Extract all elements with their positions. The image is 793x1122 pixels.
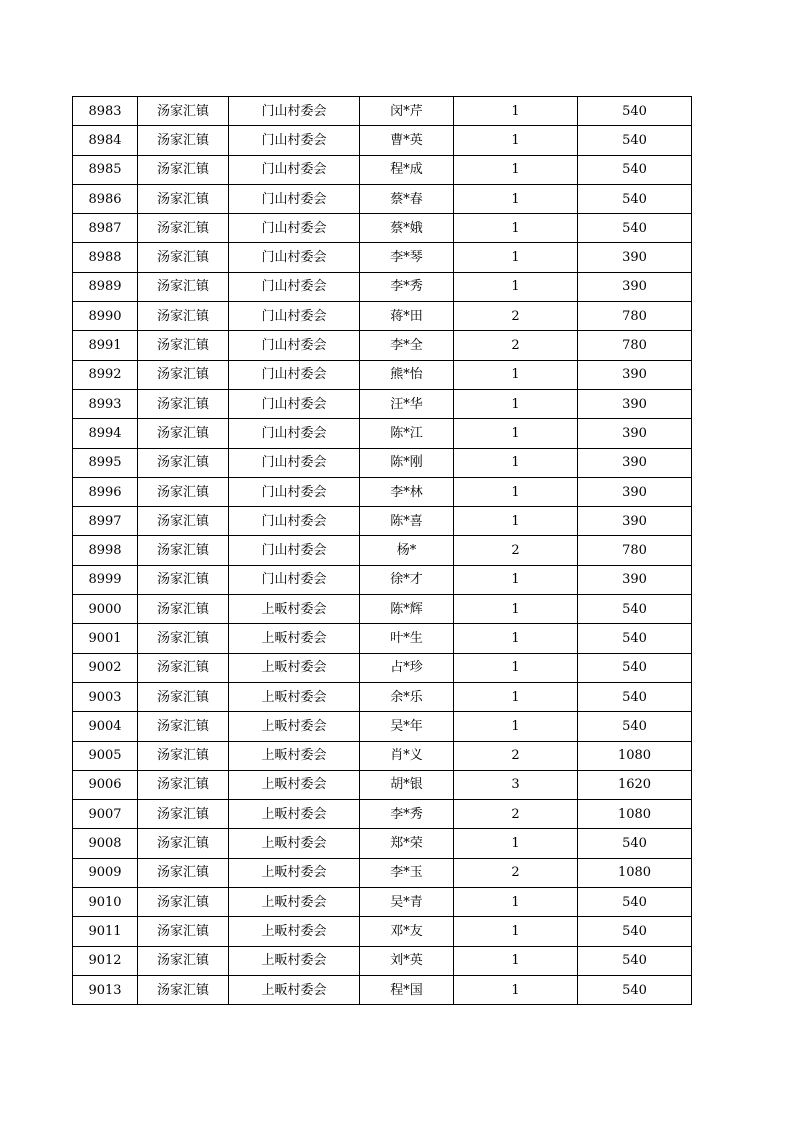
amount-cell: 540: [578, 712, 692, 741]
household-size-cell: 2: [454, 800, 578, 829]
table-row: [73, 477, 692, 506]
roster-table-body: [73, 97, 692, 1005]
table-row: [73, 360, 692, 389]
table-row: [73, 741, 692, 770]
name-cell: 蒋*田: [360, 302, 454, 331]
table-row: [73, 858, 692, 887]
table-row: [73, 126, 692, 155]
household-size-cell: 1: [454, 653, 578, 682]
serial-number-cell: 9009: [73, 858, 138, 887]
serial-number-cell: 9011: [73, 917, 138, 946]
name-cell: 闵*芹: [360, 97, 454, 126]
serial-number-cell: 8988: [73, 243, 138, 272]
serial-number-cell: 8999: [73, 565, 138, 594]
amount-cell: 390: [578, 448, 692, 477]
amount-cell: 1080: [578, 800, 692, 829]
serial-number-cell: 8986: [73, 184, 138, 213]
serial-number-cell: 8992: [73, 360, 138, 389]
serial-number-cell: 9004: [73, 712, 138, 741]
amount-cell: 1080: [578, 741, 692, 770]
village-committee-cell: 上畈村委会: [229, 741, 360, 770]
serial-number-cell: 8987: [73, 214, 138, 243]
name-cell: 叶*生: [360, 624, 454, 653]
household-size-cell: 2: [454, 536, 578, 565]
town-cell: 汤家汇镇: [138, 331, 229, 360]
table-row: [73, 917, 692, 946]
village-committee-cell: 上畈村委会: [229, 858, 360, 887]
village-committee-cell: 门山村委会: [229, 272, 360, 301]
table-row: [73, 243, 692, 272]
village-committee-cell: 门山村委会: [229, 155, 360, 184]
amount-cell: 390: [578, 477, 692, 506]
serial-number-cell: 9000: [73, 595, 138, 624]
household-size-cell: 1: [454, 712, 578, 741]
household-size-cell: 1: [454, 507, 578, 536]
amount-cell: 390: [578, 389, 692, 418]
table-row: [73, 302, 692, 331]
table-row: [73, 155, 692, 184]
table-row: [73, 419, 692, 448]
household-size-cell: 2: [454, 331, 578, 360]
village-committee-cell: 门山村委会: [229, 536, 360, 565]
town-cell: 汤家汇镇: [138, 214, 229, 243]
serial-number-cell: 9001: [73, 624, 138, 653]
name-cell: 李*全: [360, 331, 454, 360]
serial-number-cell: 9013: [73, 975, 138, 1004]
village-committee-cell: 门山村委会: [229, 507, 360, 536]
town-cell: 汤家汇镇: [138, 741, 229, 770]
name-cell: 占*珍: [360, 653, 454, 682]
amount-cell: 540: [578, 829, 692, 858]
village-committee-cell: 门山村委会: [229, 331, 360, 360]
name-cell: 汪*华: [360, 389, 454, 418]
amount-cell: 540: [578, 155, 692, 184]
table-row: [73, 624, 692, 653]
village-committee-cell: 上畈村委会: [229, 712, 360, 741]
village-committee-cell: 门山村委会: [229, 302, 360, 331]
household-size-cell: 1: [454, 97, 578, 126]
household-size-cell: 1: [454, 917, 578, 946]
town-cell: 汤家汇镇: [138, 858, 229, 887]
table-row: [73, 272, 692, 301]
town-cell: 汤家汇镇: [138, 653, 229, 682]
amount-cell: 390: [578, 272, 692, 301]
town-cell: 汤家汇镇: [138, 946, 229, 975]
table-row: [73, 448, 692, 477]
name-cell: 程*国: [360, 975, 454, 1004]
name-cell: 陈*辉: [360, 595, 454, 624]
town-cell: 汤家汇镇: [138, 389, 229, 418]
name-cell: 吴*青: [360, 888, 454, 917]
town-cell: 汤家汇镇: [138, 126, 229, 155]
amount-cell: 780: [578, 331, 692, 360]
name-cell: 李*秀: [360, 272, 454, 301]
household-size-cell: 2: [454, 302, 578, 331]
serial-number-cell: 8983: [73, 97, 138, 126]
town-cell: 汤家汇镇: [138, 97, 229, 126]
amount-cell: 390: [578, 243, 692, 272]
table-row: [73, 214, 692, 243]
serial-number-cell: 8995: [73, 448, 138, 477]
amount-cell: 540: [578, 653, 692, 682]
amount-cell: 540: [578, 888, 692, 917]
town-cell: 汤家汇镇: [138, 155, 229, 184]
amount-cell: 390: [578, 507, 692, 536]
table-row: [73, 565, 692, 594]
town-cell: 汤家汇镇: [138, 419, 229, 448]
village-committee-cell: 门山村委会: [229, 419, 360, 448]
table-row: [73, 800, 692, 829]
amount-cell: 1620: [578, 770, 692, 799]
village-committee-cell: 门山村委会: [229, 360, 360, 389]
village-committee-cell: 门山村委会: [229, 214, 360, 243]
serial-number-cell: 8985: [73, 155, 138, 184]
village-committee-cell: 门山村委会: [229, 389, 360, 418]
amount-cell: 540: [578, 624, 692, 653]
name-cell: 余*乐: [360, 682, 454, 711]
serial-number-cell: 8998: [73, 536, 138, 565]
name-cell: 李*玉: [360, 858, 454, 887]
household-size-cell: 1: [454, 389, 578, 418]
serial-number-cell: 8994: [73, 419, 138, 448]
town-cell: 汤家汇镇: [138, 448, 229, 477]
village-committee-cell: 上畈村委会: [229, 888, 360, 917]
name-cell: 陈*刚: [360, 448, 454, 477]
amount-cell: 540: [578, 126, 692, 155]
household-size-cell: 1: [454, 243, 578, 272]
amount-cell: 540: [578, 214, 692, 243]
amount-cell: 1080: [578, 858, 692, 887]
name-cell: 程*成: [360, 155, 454, 184]
town-cell: 汤家汇镇: [138, 770, 229, 799]
household-size-cell: 1: [454, 624, 578, 653]
town-cell: 汤家汇镇: [138, 712, 229, 741]
town-cell: 汤家汇镇: [138, 184, 229, 213]
household-size-cell: 1: [454, 419, 578, 448]
household-size-cell: 1: [454, 975, 578, 1004]
town-cell: 汤家汇镇: [138, 624, 229, 653]
serial-number-cell: 8984: [73, 126, 138, 155]
household-size-cell: 1: [454, 214, 578, 243]
name-cell: 曹*英: [360, 126, 454, 155]
village-committee-cell: 上畈村委会: [229, 829, 360, 858]
village-committee-cell: 上畈村委会: [229, 682, 360, 711]
name-cell: 邓*友: [360, 917, 454, 946]
table-row: [73, 829, 692, 858]
name-cell: 刘*英: [360, 946, 454, 975]
amount-cell: 540: [578, 682, 692, 711]
name-cell: 胡*银: [360, 770, 454, 799]
serial-number-cell: 9010: [73, 888, 138, 917]
town-cell: 汤家汇镇: [138, 243, 229, 272]
amount-cell: 780: [578, 302, 692, 331]
serial-number-cell: 8989: [73, 272, 138, 301]
town-cell: 汤家汇镇: [138, 682, 229, 711]
town-cell: 汤家汇镇: [138, 975, 229, 1004]
name-cell: 吴*年: [360, 712, 454, 741]
village-committee-cell: 门山村委会: [229, 97, 360, 126]
table-row: [73, 653, 692, 682]
serial-number-cell: 9008: [73, 829, 138, 858]
serial-number-cell: 9002: [73, 653, 138, 682]
table-row: [73, 507, 692, 536]
serial-number-cell: 8996: [73, 477, 138, 506]
amount-cell: 390: [578, 565, 692, 594]
serial-number-cell: 9012: [73, 946, 138, 975]
name-cell: 李*林: [360, 477, 454, 506]
household-size-cell: 1: [454, 477, 578, 506]
name-cell: 蔡*娥: [360, 214, 454, 243]
town-cell: 汤家汇镇: [138, 829, 229, 858]
name-cell: 李*琴: [360, 243, 454, 272]
household-size-cell: 1: [454, 126, 578, 155]
table-row: [73, 595, 692, 624]
town-cell: 汤家汇镇: [138, 565, 229, 594]
household-size-cell: 1: [454, 829, 578, 858]
town-cell: 汤家汇镇: [138, 272, 229, 301]
village-committee-cell: 上畈村委会: [229, 624, 360, 653]
name-cell: 李*秀: [360, 800, 454, 829]
village-committee-cell: 上畈村委会: [229, 653, 360, 682]
name-cell: 杨*: [360, 536, 454, 565]
town-cell: 汤家汇镇: [138, 360, 229, 389]
town-cell: 汤家汇镇: [138, 800, 229, 829]
amount-cell: 780: [578, 536, 692, 565]
table-row: [73, 770, 692, 799]
name-cell: 郑*荣: [360, 829, 454, 858]
serial-number-cell: 9003: [73, 682, 138, 711]
table-row: [73, 97, 692, 126]
table-row: [73, 712, 692, 741]
amount-cell: 390: [578, 360, 692, 389]
village-committee-cell: 上畈村委会: [229, 917, 360, 946]
serial-number-cell: 9006: [73, 770, 138, 799]
household-size-cell: 1: [454, 682, 578, 711]
village-committee-cell: 上畈村委会: [229, 946, 360, 975]
town-cell: 汤家汇镇: [138, 536, 229, 565]
serial-number-cell: 8997: [73, 507, 138, 536]
town-cell: 汤家汇镇: [138, 888, 229, 917]
serial-number-cell: 8993: [73, 389, 138, 418]
household-size-cell: 1: [454, 360, 578, 389]
amount-cell: 540: [578, 97, 692, 126]
village-committee-cell: 门山村委会: [229, 448, 360, 477]
household-size-cell: 1: [454, 155, 578, 184]
household-size-cell: 1: [454, 565, 578, 594]
name-cell: 肖*义: [360, 741, 454, 770]
village-committee-cell: 门山村委会: [229, 126, 360, 155]
town-cell: 汤家汇镇: [138, 507, 229, 536]
name-cell: 陈*喜: [360, 507, 454, 536]
amount-cell: 540: [578, 184, 692, 213]
village-committee-cell: 门山村委会: [229, 477, 360, 506]
town-cell: 汤家汇镇: [138, 595, 229, 624]
table-row: [73, 888, 692, 917]
name-cell: 陈*江: [360, 419, 454, 448]
amount-cell: 390: [578, 419, 692, 448]
village-committee-cell: 上畈村委会: [229, 800, 360, 829]
amount-cell: 540: [578, 946, 692, 975]
serial-number-cell: 8991: [73, 331, 138, 360]
village-committee-cell: 门山村委会: [229, 184, 360, 213]
town-cell: 汤家汇镇: [138, 477, 229, 506]
table-row: [73, 536, 692, 565]
name-cell: 熊*怡: [360, 360, 454, 389]
village-committee-cell: 门山村委会: [229, 565, 360, 594]
village-committee-cell: 上畈村委会: [229, 770, 360, 799]
household-size-cell: 1: [454, 272, 578, 301]
household-size-cell: 1: [454, 946, 578, 975]
name-cell: 蔡*春: [360, 184, 454, 213]
household-size-cell: 1: [454, 448, 578, 477]
amount-cell: 540: [578, 975, 692, 1004]
amount-cell: 540: [578, 595, 692, 624]
household-size-cell: 1: [454, 888, 578, 917]
table-row: [73, 975, 692, 1004]
table-row: [73, 682, 692, 711]
table-row: [73, 184, 692, 213]
village-committee-cell: 上畈村委会: [229, 595, 360, 624]
town-cell: 汤家汇镇: [138, 302, 229, 331]
table-row: [73, 331, 692, 360]
household-size-cell: 3: [454, 770, 578, 799]
household-size-cell: 1: [454, 595, 578, 624]
village-committee-cell: 上畈村委会: [229, 975, 360, 1004]
amount-cell: 540: [578, 917, 692, 946]
table-row: [73, 946, 692, 975]
serial-number-cell: 8990: [73, 302, 138, 331]
village-committee-cell: 门山村委会: [229, 243, 360, 272]
household-size-cell: 1: [454, 184, 578, 213]
household-size-cell: 2: [454, 741, 578, 770]
name-cell: 徐*才: [360, 565, 454, 594]
serial-number-cell: 9007: [73, 800, 138, 829]
town-cell: 汤家汇镇: [138, 917, 229, 946]
roster-table: [72, 96, 692, 1005]
serial-number-cell: 9005: [73, 741, 138, 770]
table-row: [73, 389, 692, 418]
household-size-cell: 2: [454, 858, 578, 887]
